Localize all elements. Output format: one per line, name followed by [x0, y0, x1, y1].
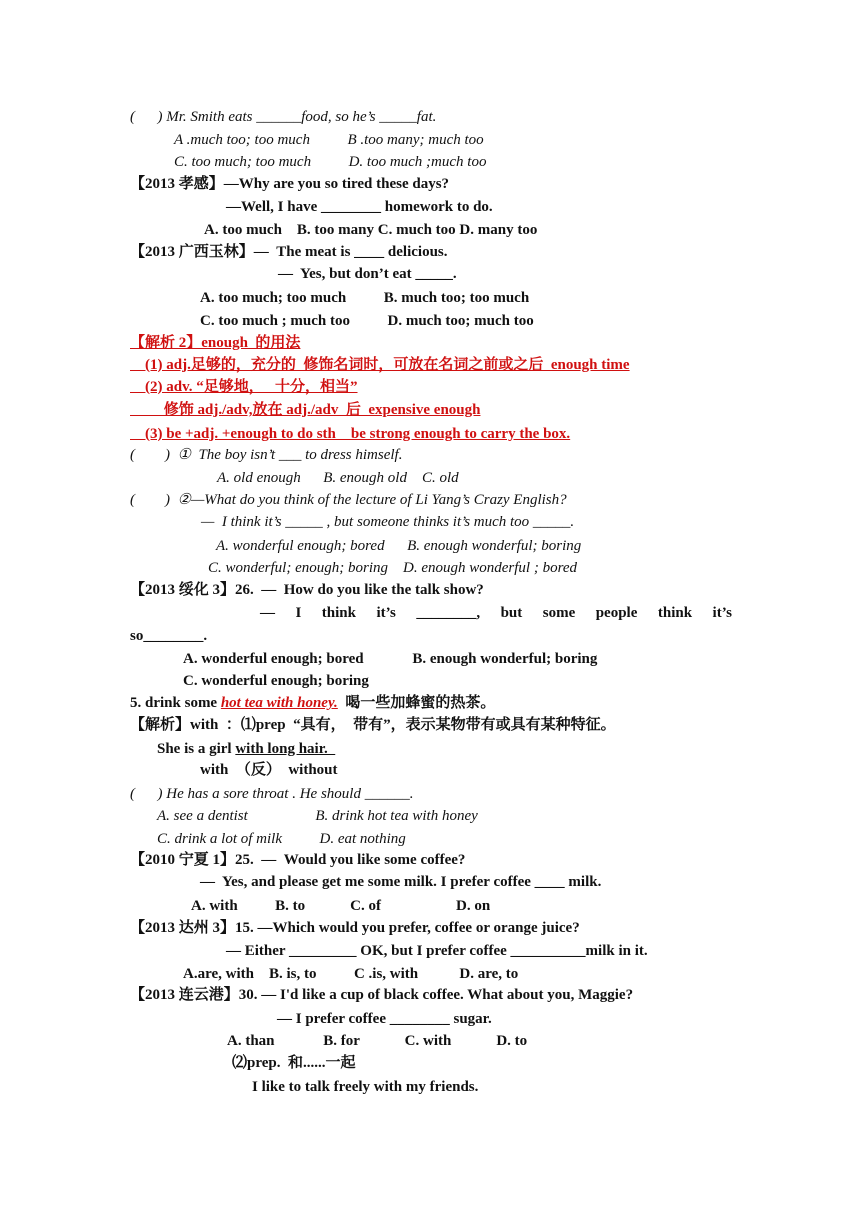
- answer-paren: ( ): [130, 492, 170, 508]
- options-row: C. too much; too much D. too much ;much too: [174, 154, 487, 170]
- reply-row: — I prefer coffee ________ sugar.: [277, 1011, 492, 1027]
- source-tag: 【2013 广西玉林】: [130, 244, 254, 260]
- source-tag: 【2013 达州 3】: [130, 920, 236, 936]
- example-underlined: with long hair.: [235, 741, 336, 757]
- usage-label: ⑵prep. 和......一起: [232, 1055, 356, 1071]
- source-tag: 【2013 绥化 3】: [130, 582, 236, 598]
- options-row: A. than B. for C. with D. to: [227, 1033, 528, 1049]
- question-text: 26. — How do you like the talk show?: [235, 582, 484, 598]
- question-row: [130, 985, 633, 1005]
- analysis-point: 修饰 adj./adv,放在 adj./adv 后 expensive enough: [130, 402, 481, 418]
- reply-word: some: [542, 605, 576, 621]
- reply-row: — Yes, but don’t eat _____.: [278, 266, 457, 282]
- question-row: [130, 784, 413, 804]
- question-row: [130, 242, 448, 262]
- reply-word: but: [500, 605, 523, 621]
- options-row: A .much too; too much B .too many; much too: [174, 132, 484, 148]
- example-row: I like to talk freely with my friends.: [252, 1079, 479, 1095]
- question-text: ②—What do you think of the lecture of Li Yang’s Crazy English?: [170, 492, 567, 508]
- options-row: C. too much ; much too D. much too; much too: [200, 313, 534, 329]
- question-text: 25. — Would you like some coffee?: [235, 852, 466, 868]
- reply-row: — Yes, and please get me some milk. I prefer coffee ____ milk.: [200, 874, 602, 890]
- reply-word: it’s: [376, 605, 396, 621]
- question-row: [130, 580, 484, 600]
- reply-word: think: [321, 605, 356, 621]
- analysis-title: 【解析 2】enough 的用法: [130, 335, 301, 351]
- reply-word: people: [595, 605, 638, 621]
- reply-row: — I think it’s _____ , but someone thinks it’s much too _____.: [201, 514, 575, 530]
- question-row: [130, 174, 449, 194]
- analysis-label: 【解析】with ：⑴prep “具有， 带有”，表示某物带有或具有某种特征。: [130, 717, 616, 733]
- reply-row: —Well, I have ________ homework to do.: [226, 199, 493, 215]
- options-row: A. too much B. too many C. much too D. many too: [204, 222, 538, 238]
- options-row: A. old enough B. enough old C. old: [217, 470, 459, 486]
- question-text: He has a sore throat . He should ______.: [162, 786, 414, 802]
- highlight-phrase: hot tea with honey.: [220, 695, 338, 711]
- source-tag: 【2010 宁夏 1】: [130, 852, 236, 868]
- options-row: C. wonderful enough; boring: [183, 673, 369, 689]
- analysis-point: (3) be +adj. +enough to do sth be strong enough to carry the box.: [130, 426, 571, 442]
- options-row: A. wonderful enough; bored B. enough wonderful; boring: [183, 651, 598, 667]
- reply-word: think: [657, 605, 693, 621]
- question-row: [130, 918, 580, 938]
- answer-paren: ( ): [130, 109, 163, 125]
- answer-paren: ( ): [130, 447, 170, 463]
- analysis-point: (1) adj.足够的，充分的 修饰名词时，可放在名词之前或之后 enough time: [130, 357, 630, 373]
- reply-word: ________,: [416, 605, 481, 621]
- question-text: ① The boy isn’t ___ to dress himself.: [170, 447, 403, 463]
- question-text: Mr. Smith eats ______food, so he’s _____fat.: [162, 109, 437, 125]
- example-row: [157, 739, 335, 759]
- reply-row: — Either _________ OK, but I prefer coffee __________milk in it.: [226, 943, 648, 959]
- question-row: [130, 445, 402, 465]
- item-translation: 喝一些加蜂蜜的热茶。: [337, 695, 496, 711]
- item-prefix: 5. drink some: [130, 695, 221, 711]
- question-text: —Why are you so tired these days?: [223, 176, 450, 192]
- item-heading: [130, 693, 495, 713]
- question-row: [130, 490, 567, 510]
- answer-paren: ( ): [130, 786, 163, 802]
- question-row: [130, 107, 436, 127]
- options-row: A.are, with B. is, to C .is, with D. are, to: [183, 966, 519, 982]
- reply-word: —: [260, 605, 275, 621]
- question-text: 30. — I'd like a cup of black coffee. What about you, Maggie?: [238, 987, 634, 1003]
- source-tag: 【2013 孝感】: [130, 176, 224, 192]
- options-row: A. wonderful enough; bored B. enough wonderful; boring: [216, 538, 582, 554]
- reply-word: I: [295, 605, 302, 621]
- options-row: A. too much; too much B. much too; too much: [200, 290, 530, 306]
- options-row: A. see a dentist B. drink hot tea with honey: [157, 808, 478, 824]
- question-row: [130, 850, 465, 870]
- reply-row-justified: [260, 603, 732, 623]
- options-row: A. with B. to C. of D. on: [191, 898, 491, 914]
- antonym-row: with （反） without: [200, 762, 338, 778]
- question-text: — The meat is ____ delicious.: [253, 244, 448, 260]
- options-row: C. wonderful; enough; boring D. enough wonderful ; bored: [208, 560, 578, 576]
- source-tag: 【2013 连云港】: [130, 987, 239, 1003]
- example-text: She is a girl: [157, 741, 236, 757]
- analysis-point: (2) adv. “足够地， 十分，相当”: [130, 379, 358, 395]
- options-row: C. drink a lot of milk D. eat nothing: [157, 831, 406, 847]
- question-text: 15. —Which would you prefer, coffee or orange juice?: [235, 920, 580, 936]
- reply-word: it’s: [712, 605, 732, 621]
- reply-continuation: so________.: [130, 628, 208, 644]
